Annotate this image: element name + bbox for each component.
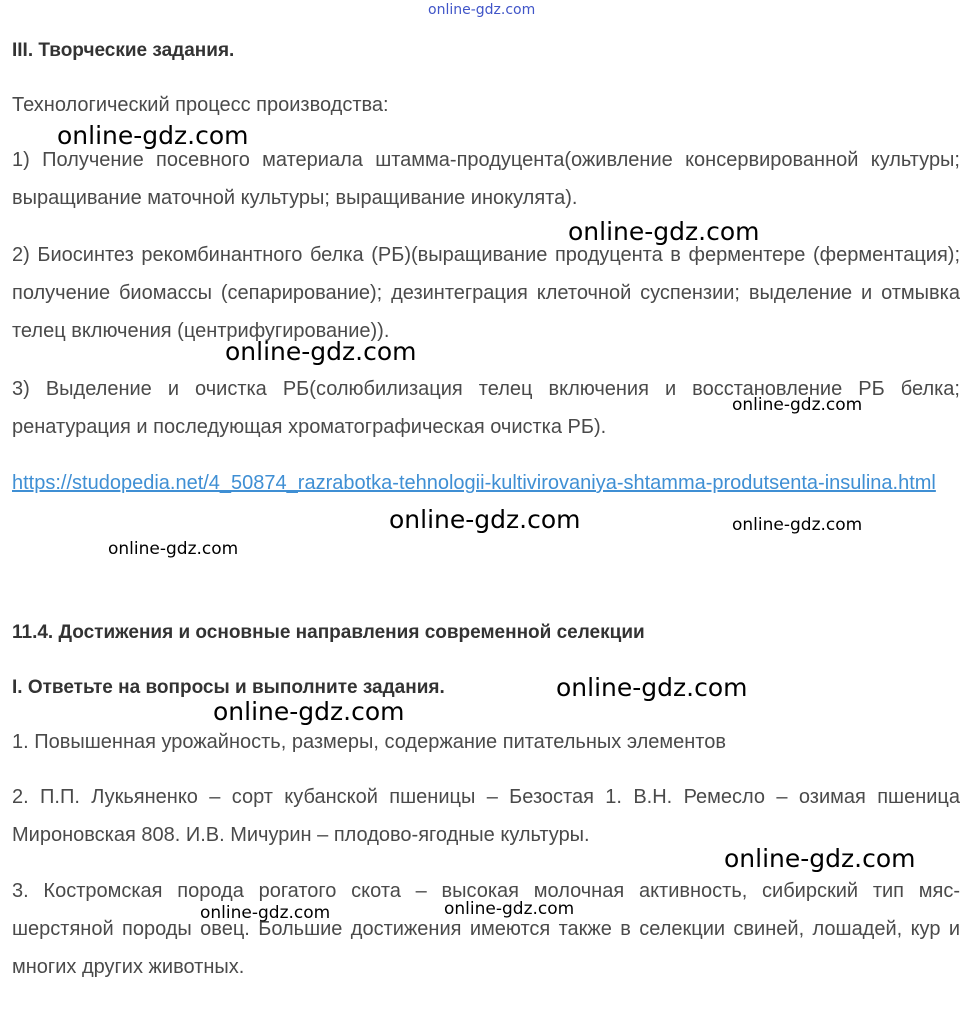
watermark-text: online-gdz.com xyxy=(556,673,748,702)
watermark-text: online-gdz.com xyxy=(389,505,581,534)
watermark-text: online-gdz.com xyxy=(200,903,331,923)
answers-subheading: I. Ответьте на вопросы и выполните задания. xyxy=(12,677,445,698)
top-watermark: online-gdz.com xyxy=(428,2,536,18)
watermark-text: online-gdz.com xyxy=(732,395,863,415)
watermark-text: online-gdz.com xyxy=(225,337,417,366)
watermark-text: online-gdz.com xyxy=(724,844,916,873)
answer-1: 1. Повышенная урожайность, размеры, содержание питательных элементов xyxy=(12,731,726,753)
answer-2: 2. П.П. Лукьяненко – сорт кубанской пшеницы – Безостая 1. В.Н. Ремесло – озимая пшеница Мироновская 808. И.В. Мичурин – плодово-ягодные культуры. xyxy=(12,786,960,846)
section-heading-creative-tasks: III. Творческие задания. xyxy=(12,40,235,61)
process-step-3: 3) Выделение и очистка РБ(солюбилизация телец включения и восстановление РБ белка; ренатурация и последующая хроматографическая очистка РБ). xyxy=(12,378,960,438)
watermark-text: online-gdz.com xyxy=(444,899,575,919)
watermark-text: online-gdz.com xyxy=(568,217,760,246)
watermark-text: online-gdz.com xyxy=(213,697,405,726)
answer-3: 3. Костромская порода рогатого скота – высокая молочная активность, сибирский тип мяс-шерстяной породы овец. Большие достижения имеются также в селекции свиней, лошадей, кур и многих других животных. xyxy=(12,880,960,978)
process-step-1: 1) Получение посевного материала штамма-продуцента(оживление консервированной культуры; выращивание маточной культуры; выращивание инокулята). xyxy=(12,149,960,209)
process-intro: Технологический процесс производства: xyxy=(12,94,389,116)
watermark-text: online-gdz.com xyxy=(108,539,239,559)
process-step-2: 2) Биосинтез рекомбинантного белка (РБ)(выращивание продуцента в ферментере (ферментация); получение биомассы (сепарирование); дезинтеграция клеточной суспензии; выделение и отмывка телец включения (центрифугирование)). xyxy=(12,244,960,342)
watermark-text: online-gdz.com xyxy=(57,121,249,150)
watermark-text: online-gdz.com xyxy=(732,515,863,535)
source-link[interactable]: https://studopedia.net/4_50874_razrabotka-tehnologii-kultivirovaniya-shtamma-produtsenta-insulina.html xyxy=(12,472,936,494)
section-title-11-4: 11.4. Достижения и основные направления современной селекции xyxy=(12,622,645,643)
